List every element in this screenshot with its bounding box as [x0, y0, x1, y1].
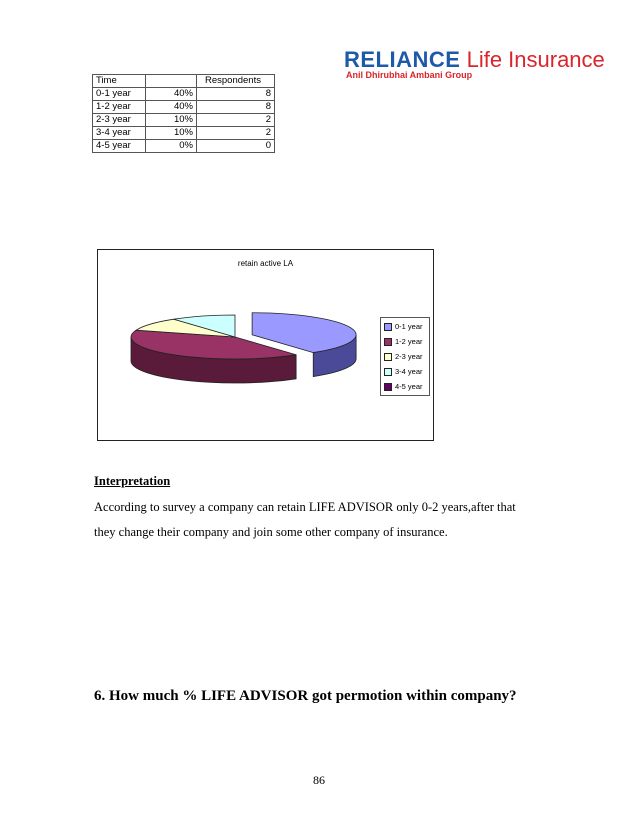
table-cell-percent: 40% — [146, 88, 197, 101]
legend-label: 3-4 year — [395, 367, 423, 376]
logo-product: Life Insurance — [466, 47, 605, 72]
table-cell-percent: 10% — [146, 127, 197, 140]
table-cell-percent: 40% — [146, 101, 197, 114]
legend-swatch — [384, 338, 392, 346]
legend-item — [384, 337, 423, 349]
table-row — [93, 101, 275, 114]
legend-label: 1-2 year — [395, 337, 423, 346]
legend-item — [384, 322, 423, 334]
chart-title: retain active LA — [237, 259, 294, 268]
logo-brand: RELIANCE — [344, 47, 461, 72]
table-cell-respondents: 8 — [197, 101, 275, 114]
table-header-respondents: Respondents — [197, 75, 275, 88]
legend-label: 2-3 year — [395, 352, 423, 361]
question-heading: 6. How much % LIFE ADVISOR got permotion within company? — [94, 688, 517, 704]
legend-item — [384, 352, 423, 364]
logo-title — [344, 48, 605, 72]
legend-item — [384, 382, 423, 394]
interpretation-line: they change their company and join some other company of insurance. — [94, 525, 448, 539]
table-header-time: Time — [93, 75, 146, 88]
table-cell-time: 4-5 year — [93, 140, 146, 153]
table-row — [93, 114, 275, 127]
company-logo — [344, 48, 614, 84]
table-row — [93, 127, 275, 140]
table-cell-respondents: 0 — [197, 140, 275, 153]
respondents-table — [92, 74, 275, 153]
table-header-row — [93, 75, 275, 88]
table-cell-respondents: 8 — [197, 88, 275, 101]
legend-swatch — [384, 368, 392, 376]
table-cell-time: 2-3 year — [93, 114, 146, 127]
interpretation-heading: Interpretation — [94, 474, 171, 488]
table-cell-time: 1-2 year — [93, 101, 146, 114]
table-cell-respondents: 2 — [197, 114, 275, 127]
table-row — [93, 88, 275, 101]
table-cell-time: 3-4 year — [93, 127, 146, 140]
interpretation-line: According to survey a company can retain LIFE ADVISOR only 0-2 years,after that — [94, 500, 516, 514]
interpretation-text — [94, 495, 544, 545]
legend-label: 4-5 year — [395, 382, 423, 391]
page-number: 86 — [313, 773, 325, 787]
legend-swatch — [384, 323, 392, 331]
legend-label: 0-1 year — [395, 322, 423, 331]
table-cell-percent: 10% — [146, 114, 197, 127]
table-header-percent — [146, 75, 197, 88]
legend-swatch — [384, 353, 392, 361]
logo-group: Anil Dhirubhai Ambani Group — [346, 70, 473, 80]
table-cell-respondents: 2 — [197, 127, 275, 140]
legend-swatch — [384, 383, 392, 391]
legend-item — [384, 367, 423, 379]
table-cell-time: 0-1 year — [93, 88, 146, 101]
table-row — [93, 140, 275, 153]
chart-legend — [380, 317, 430, 396]
pie-chart — [97, 249, 434, 441]
table-cell-percent: 0% — [146, 140, 197, 153]
